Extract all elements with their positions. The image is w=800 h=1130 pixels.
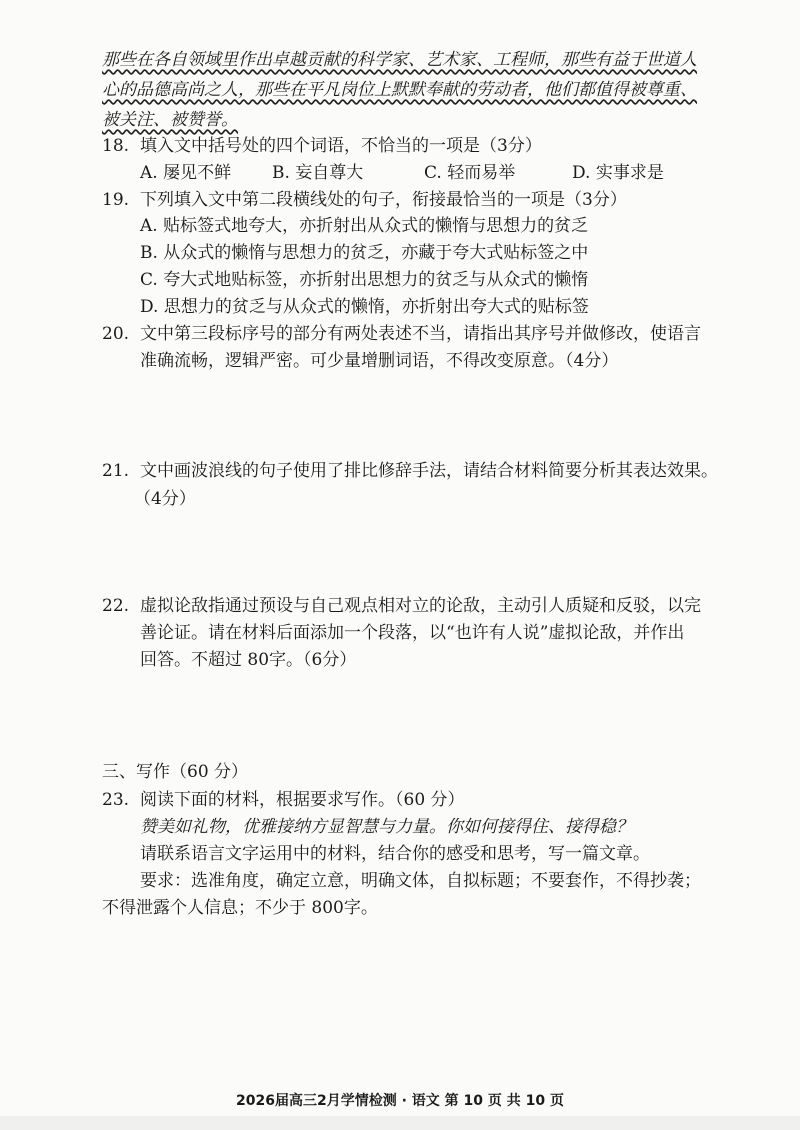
question-21-line-2: （4分）: [134, 489, 196, 509]
question-19: [102, 188, 627, 212]
question-number: 22.: [102, 596, 130, 616]
question-23: [102, 788, 465, 812]
question-stem: 文中画波浪线的句子使用了排比修辞手法，请结合材料简要分析其表达效果。: [140, 461, 718, 481]
writing-requirements-2: 不得泄露个人信息；不少于 800字。: [102, 898, 378, 918]
passage-line-3: 被关注、被赞誉。: [102, 110, 238, 130]
question-stem: 虚拟论敌指通过预设与自己观点相对立的论敌，主动引人质疑和反驳，以完: [140, 596, 701, 616]
question-number: 20.: [102, 324, 130, 344]
question-19-option-b: B. 从众式的懒惰与思想力的贫乏，亦藏于夸大式贴标签之中: [140, 243, 589, 263]
option-b: B. 妄自尊大: [272, 163, 364, 183]
question-number: 21.: [102, 461, 130, 481]
option-d: D. 实事求是: [572, 163, 664, 183]
passage-line-2: 心的品德高尚之人，那些在平凡岗位上默默奉献的劳动者，他们都值得被尊重、: [102, 80, 697, 100]
page-footer: 2026届高三2月学情检测 · 语文 第 10 页 共 10 页: [236, 1093, 564, 1109]
question-number: 19.: [102, 190, 130, 210]
question-20: [102, 322, 701, 346]
option-c: C. 轻而易举: [424, 163, 516, 183]
page-bottom-edge: [0, 1116, 800, 1130]
option-a: A. 屡见不鲜: [140, 163, 232, 183]
question-18: [102, 134, 542, 158]
writing-requirements-1: 要求：选准角度，确定立意，明确文体，自拟标题；不要套作，不得抄袭；: [140, 871, 701, 891]
question-22-line-3: 回答。不超过 80字。（6分）: [140, 650, 357, 670]
question-19-option-c: C. 夸大式地贴标签，亦折射出思想力的贫乏与从众式的懒惰: [140, 270, 589, 290]
question-18-options: [140, 161, 664, 185]
question-19-option-a: A. 贴标签式地夸大，亦折射出从众式的懒惰与思想力的贫乏: [140, 216, 589, 236]
question-19-option-d: D. 思想力的贫乏与从众式的懒惰，亦折射出夸大式的贴标签: [140, 297, 589, 317]
question-stem: 填入文中括号处的四个词语，不恰当的一项是（3分）: [140, 136, 542, 156]
question-20-line-2: 准确流畅，逻辑严密。可少量增删词语，不得改变原意。（4分）: [140, 351, 619, 371]
section-title: 三、写作（60 分）: [102, 762, 249, 782]
question-21: [102, 459, 718, 483]
question-stem: 下列填入文中第二段横线处的句子，衔接最恰当的一项是（3分）: [140, 190, 627, 210]
question-stem: 阅读下面的材料，根据要求写作。（60 分）: [140, 790, 465, 810]
question-number: 18.: [102, 136, 130, 156]
question-stem: 文中第三段标序号的部分有两处表述不当，请指出其序号并做修改，使语言: [140, 324, 701, 344]
question-22: [102, 594, 701, 618]
passage-line-1: 那些在各自领域里作出卓越贡献的科学家、艺术家、工程师，那些有益于世道人: [102, 50, 697, 70]
question-22-line-2: 善论证。请在材料后面添加一个段落，以“也许有人说”虚拟论敌，并作出: [140, 623, 685, 643]
question-number: 23.: [102, 790, 130, 810]
writing-instruction: 请联系语言文字运用中的材料，结合你的感受和思考，写一篇文章。: [140, 844, 650, 864]
writing-material: 赞美如礼物，优雅接纳方显智慧与力量。你如何接得住、接得稳？: [140, 817, 633, 837]
